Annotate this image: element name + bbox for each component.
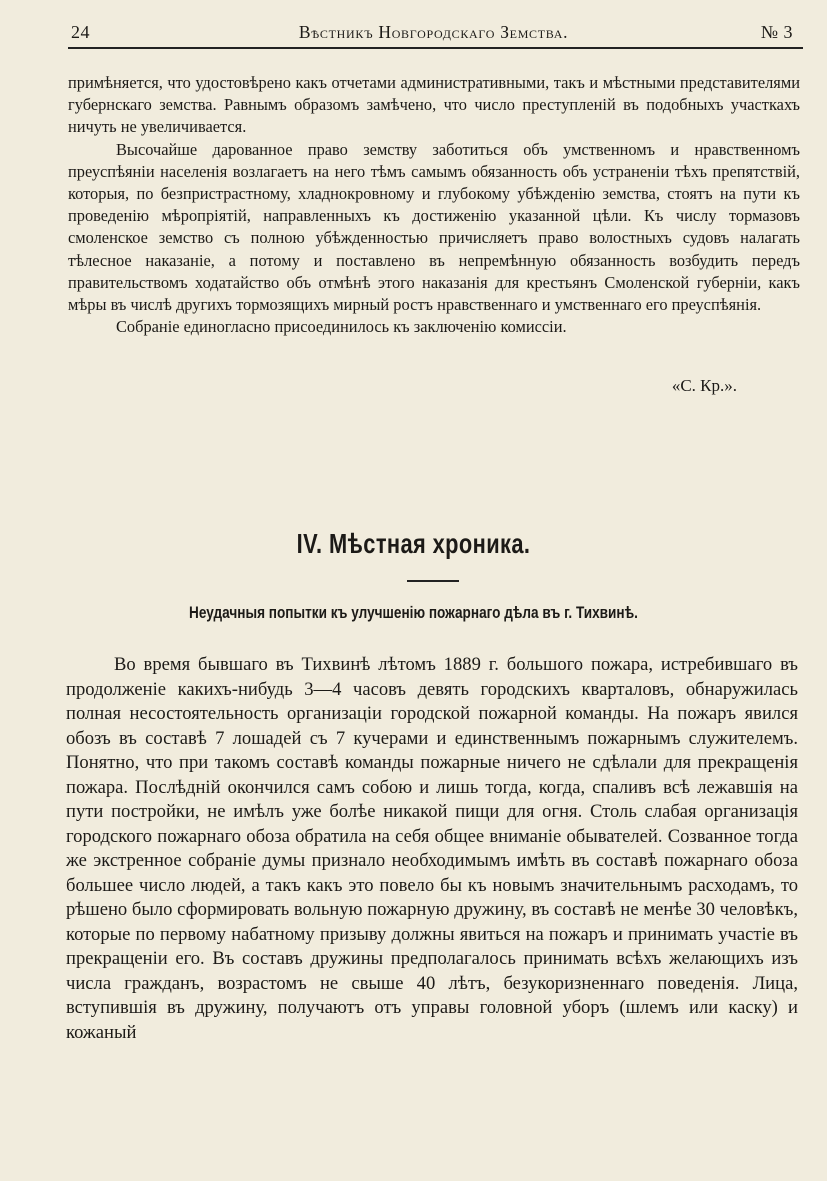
page-number: 24 xyxy=(71,22,90,42)
running-header xyxy=(68,20,799,48)
paragraph: примѣняется, что удостовѣрено какъ отчетами административными, такъ и мѣстными представителями губернскаго земства. Равнымъ образомъ замѣчено, что число преступленій въ подобныхъ участкахъ ничуть не увеличивается. xyxy=(68,73,800,137)
article-body xyxy=(66,653,798,1045)
paragraph: Высочайше дарованное право земству заботиться объ умственномъ и нравственномъ преуспѣяніи населенія возлагаетъ на него тѣмъ самымъ обязанность объ устраненіи тѣхъ препятствій, которыя, по безпристрастному, хладнокровному и глубокому убѣжденію земства, стоятъ на пути къ проведенію мѣропріятій, направленныхъ къ достиженію указанной цѣли. Къ числу тормазовъ смоленское земство съ полною убѣжденностью причисляетъ право волостныхъ судовъ налагать тѣлесное наказаніе, а потому и поставлено въ непремѣнную обязанность возбудить передъ правительствомъ ходатайство объ отмѣнѣ этого наказанія для крестьянъ Смоленской губерніи, какъ мѣры въ числѣ другихъ тормозящихъ мирный ростъ нравственнаго и умственнаго его преуспѣянія. xyxy=(68,139,800,315)
article-subtitle: Неудачныя попытки къ улучшенію пожарнаго дѣла въ г. Тихвинѣ. xyxy=(189,603,638,622)
header-rule xyxy=(68,47,803,49)
paragraph: Во время бывшаго въ Тихвинѣ лѣтомъ 1889 г. большого пожара, истребившаго въ продолженіе какихъ-нибудь 3—4 часовъ девять городскихъ кварталовъ, обнаружилась полная несостоятельность организаціи городской пожарной команды. На пожаръ явился обозъ въ составѣ 7 лошадей съ 7 кучерами и единственнымъ пожарнымъ служителемъ. Понятно, что при такомъ составѣ команды пожарные ничего не сдѣлали для прекращенія пожара. Послѣдній окончился самъ собою и лишь тогда, когда, спаливъ всѣ лежавшія на пути постройки, не имѣлъ уже болѣе никакой пищи для огня. Столь слабая организація городского пожарнаго обоза обратила на себя общее вниманіе обывателей. Созванное тогда же экстренное собраніе думы признало необходимымъ имѣть въ составѣ пожарнаго обоза большее число людей, а такъ какъ это повело бы къ новымъ значительнымъ расходамъ, то рѣшено было сформировать вольную пожарную дружину, въ составѣ не менѣе 30 человѣкъ, которые по первому набатному призыву должны явиться на пожаръ и принимать участіе въ прекращеніи его. Въ составъ дружины предполагалось принимать всѣхъ желающихъ изъ числа гражданъ, возрастомъ не свыше 40 лѣтъ, безукоризненнаго поведенія. Лица, вступившія въ дружину, получаютъ отъ управы головной уборъ (шлемъ или каску) и кожаный xyxy=(66,654,798,1043)
section-title: IV. Мѣстная хроника. xyxy=(296,528,531,559)
previous-article-text xyxy=(68,72,800,338)
section-divider xyxy=(407,580,459,582)
author-signature: «С. Кр.». xyxy=(671,376,737,395)
journal-title: Вѣстникъ Новгородскаго Земства. xyxy=(298,22,569,42)
issue-number: № 3 xyxy=(760,22,793,42)
paragraph: Собраніе единогласно присоединилось къ заключенію комиссіи. xyxy=(116,317,567,337)
